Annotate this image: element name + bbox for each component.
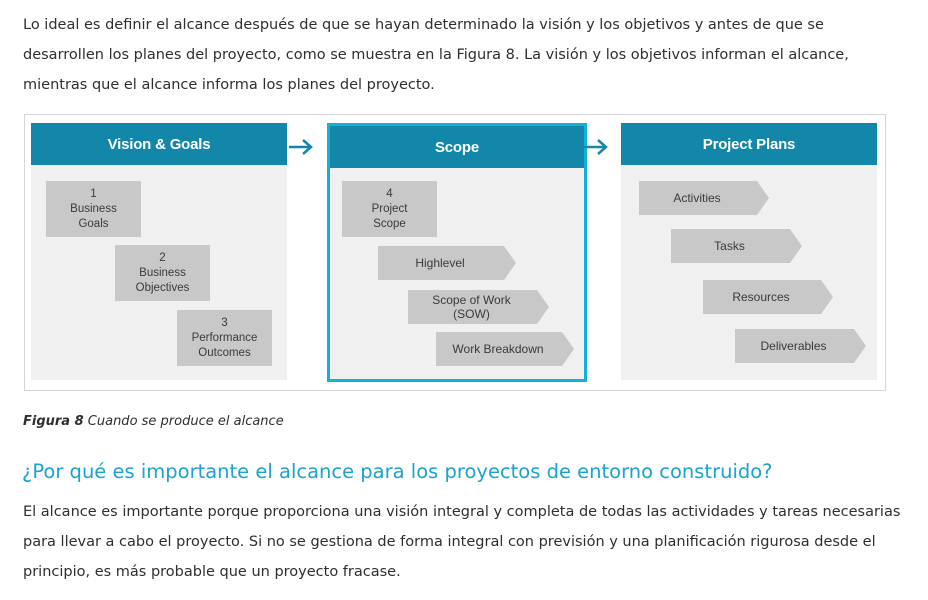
activities-chevron (639, 181, 769, 215)
arrow-right-icon (583, 137, 609, 157)
box-number: 2 (159, 251, 166, 264)
chevron-label: Tasks (714, 239, 745, 253)
tasks-chevron (671, 229, 802, 263)
box-line: Scope (373, 217, 406, 230)
resources-chevron (703, 280, 833, 314)
box-line: Business (139, 266, 186, 279)
box-number: 4 (386, 187, 393, 200)
figure-caption (23, 414, 284, 429)
box-number: 3 (221, 316, 228, 329)
deliverables-chevron (735, 329, 866, 363)
box-line: Performance (191, 331, 258, 344)
performance-outcomes-box (177, 310, 272, 366)
box-number: 1 (90, 187, 97, 200)
vision-goals-column (31, 123, 287, 380)
business-goals-box (46, 181, 141, 237)
scope-column (327, 123, 587, 382)
chevron-label: Activities (673, 191, 721, 205)
box-line: Objectives (135, 281, 190, 294)
highlevel-chevron (378, 246, 516, 280)
box-line: Goals (78, 217, 109, 230)
caption-text: Cuando se produce el alcance (83, 414, 284, 429)
project-scope-box (342, 181, 437, 237)
chevron-label: (SOW) (453, 307, 490, 321)
project-plans-column (621, 123, 877, 380)
section-heading: ¿Por qué es importante el alcance para los proyectos de entorno construido? (22, 460, 773, 483)
box-line: Project (371, 202, 408, 215)
scope-header: Scope (330, 126, 584, 168)
chevron-label: Highlevel (415, 256, 465, 270)
caption-label: Figura 8 (23, 414, 84, 429)
box-line: Outcomes (198, 346, 251, 359)
chevron-label: Work Breakdown (452, 342, 544, 356)
work-breakdown-chevron (436, 332, 574, 366)
body-paragraph: El alcance es importante porque proporciona una visión integral y completa de todas las actividades y tareas necesarias para llevar a cabo el proyecto. Si no se gestiona de forma integral con previsión y una planificación rigurosa desde el principio, es más probable que un proyecto fracase. (23, 504, 901, 580)
scope-timing-figure (24, 114, 886, 391)
chevron-label: Deliverables (760, 339, 827, 353)
vision-goals-header: Vision & Goals (31, 123, 287, 165)
chevron-label: Resources (732, 290, 790, 304)
scope-of-work-chevron (408, 290, 549, 324)
chevron-label: Scope of Work (432, 293, 511, 307)
box-line: Business (70, 202, 117, 215)
intro-paragraph: Lo ideal es definir el alcance después de que se hayan determinado la visión y los objetivos y antes de que se desarrollen los planes del proyecto, como se muestra en la Figura 8. La visión y los objetivos informan el alcance, mientras que el alcance informa los planes del proyecto. (23, 17, 849, 93)
arrow-right-icon (288, 137, 314, 157)
business-objectives-box (115, 245, 210, 301)
project-plans-header: Project Plans (621, 123, 877, 165)
